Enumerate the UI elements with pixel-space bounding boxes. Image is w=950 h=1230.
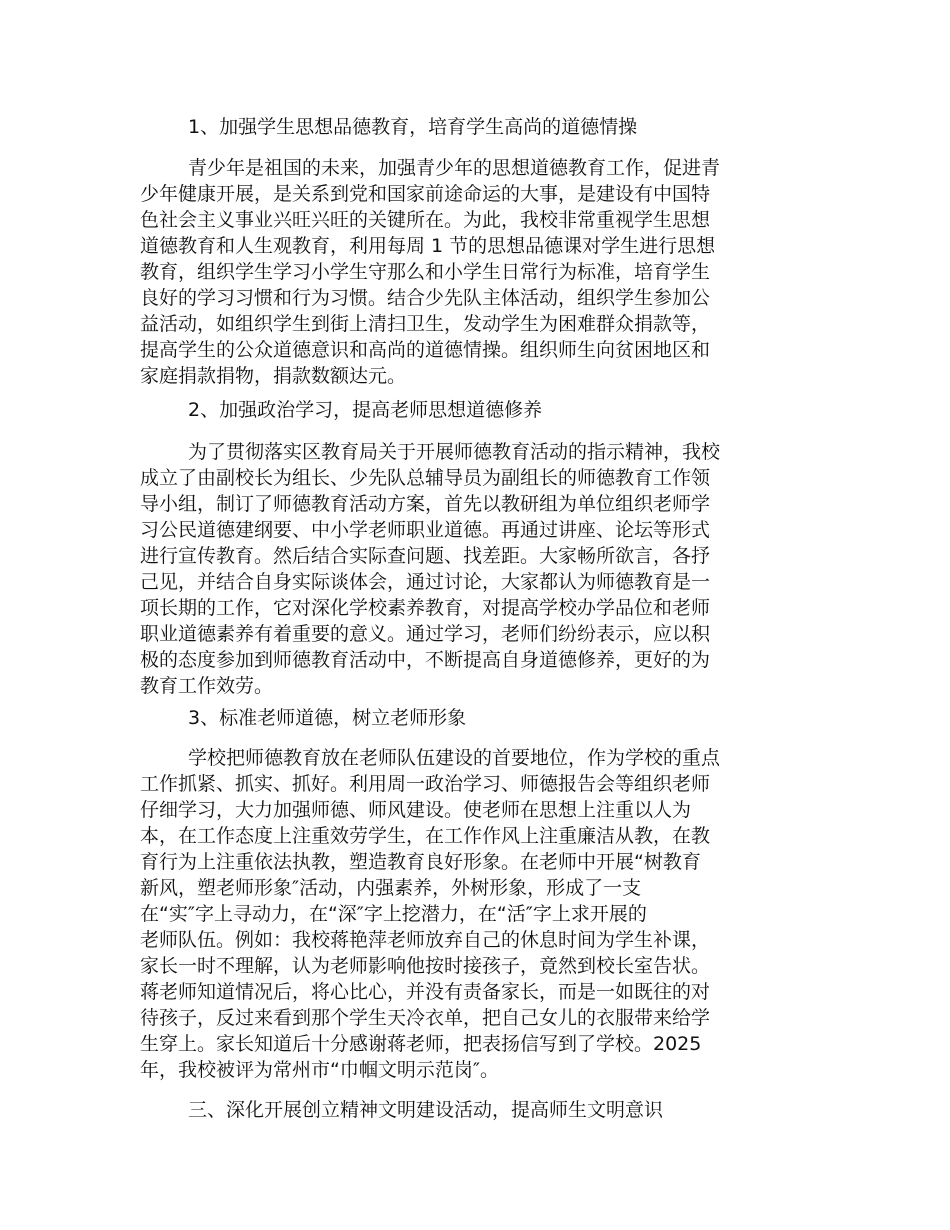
- paragraph-line: 良好的学习习惯和行为习惯。结合少先队主体活动，组织学生参加公: [140, 287, 711, 309]
- paragraph-line: 待孩子，反过来看到那个学生天冷衣单，把自己女儿的衣服带来给学: [140, 1007, 711, 1029]
- section-heading: 1、加强学生思想品德教育，培育学生高尚的道德情操: [188, 116, 638, 138]
- paragraph-line: 为了贯彻落实区教育局关于开展师德教育活动的指示精神，我校: [188, 441, 721, 463]
- paragraph-line: 项长期的工作，它对深化学校素养教育，对提高学校办学品位和老师: [140, 597, 711, 619]
- paragraph-line: 教育，组织学生学习小学生守那么和小学生日常行为标准，培育学生: [140, 261, 711, 283]
- paragraph-line: 提高学生的公众道德意识和高尚的道德情操。组织师生向贫困地区和: [140, 339, 711, 361]
- paragraph-line: 益活动，如组织学生到街上清扫卫生，发动学生为困难群众捐款等，: [140, 313, 711, 335]
- paragraph-line: 色社会主义事业兴旺兴旺的关键所在。为此，我校非常重视学生思想: [140, 209, 711, 231]
- paragraph-line: 生穿上。家长知道后十分感谢蒋老师，把表扬信写到了学校。2025: [140, 1033, 702, 1055]
- paragraph-line: 职业道德素养有着重要的意义。通过学习，老师们纷纷表示，应以积: [140, 623, 711, 645]
- paragraph-line: 进行宣传教育。然后结合实际查问题、找差距。大家畅所欲言，各抒: [140, 545, 711, 567]
- paragraph-line: 成立了由副校长为组长、少先队总辅导员为副组长的师德教育工作领: [140, 467, 711, 489]
- paragraph-line: 习公民道德建纲要、中小学老师职业道德。再通过讲座、论坛等形式: [140, 519, 711, 541]
- paragraph-line: 新风，塑老师形象″活动，内强素养，外树形象，形成了一支: [140, 877, 642, 899]
- paragraph-line: 青少年是祖国的未来，加强青少年的思想道德教育工作，促进青: [188, 157, 721, 179]
- paragraph-line: 己见，并结合自身实际谈体会，通过讨论，大家都认为师德教育是一: [140, 571, 711, 593]
- section-heading: 2、加强政治学习，提高老师思想道德修养: [188, 399, 543, 421]
- paragraph-line: 老师队伍。例如：我校蒋艳萍老师放弃自己的休息时间为学生补课，: [140, 929, 711, 951]
- paragraph-line: 蒋老师知道情况后，将心比心，并没有责备家长，而是一如既往的对: [140, 981, 711, 1003]
- paragraph-line: 极的态度参加到师德教育活动中，不断提高自身道德修养，更好的为: [140, 649, 711, 671]
- paragraph-line: 学校把师德教育放在老师队伍建设的首要地位，作为学校的重点: [188, 747, 721, 769]
- paragraph-line: 道德教育和人生观教育，利用每周 1 节的思想品德课对学生进行思想: [140, 235, 716, 257]
- paragraph-line: 仔细学习，大力加强师德、师风建设。使老师在思想上注重以人为: [140, 799, 692, 821]
- paragraph-line: 少年健康开展，是关系到党和国家前途命运的大事，是建设有中国特: [140, 183, 711, 205]
- paragraph-line: 本，在工作态度上注重效劳学生，在工作作风上注重廉洁从教，在教: [140, 825, 711, 847]
- paragraph-line: 家长一时不理解，认为老师影响他按时接孩子，竟然到校长室告状。: [140, 955, 711, 977]
- paragraph-line: 在“实″字上寻动力，在“深″字上挖潜力，在“活″字上求开展的: [140, 903, 647, 925]
- section-heading: 3、标准老师道德，树立老师形象: [188, 707, 467, 729]
- paragraph-line: 年，我校被评为常州市“巾帼文明示范岗″。: [140, 1059, 499, 1081]
- paragraph-line: 育行为上注重依法执教，塑造教育良好形象。在老师中开展“树教育: [140, 851, 701, 873]
- paragraph-line: 工作抓紧、抓实、抓好。利用周一政治学习、师德报告会等组织老师: [140, 773, 711, 795]
- paragraph-line: 教育工作效劳。: [140, 675, 274, 697]
- paragraph-line: 导小组，制订了师德教育活动方案，首先以教研组为单位组织老师学: [140, 493, 711, 515]
- paragraph-line: 家庭捐款捐物，捐款数额达元。: [140, 365, 407, 387]
- section-heading: 三、深化开展创立精神文明建设活动，提高师生文明意识: [188, 1099, 664, 1121]
